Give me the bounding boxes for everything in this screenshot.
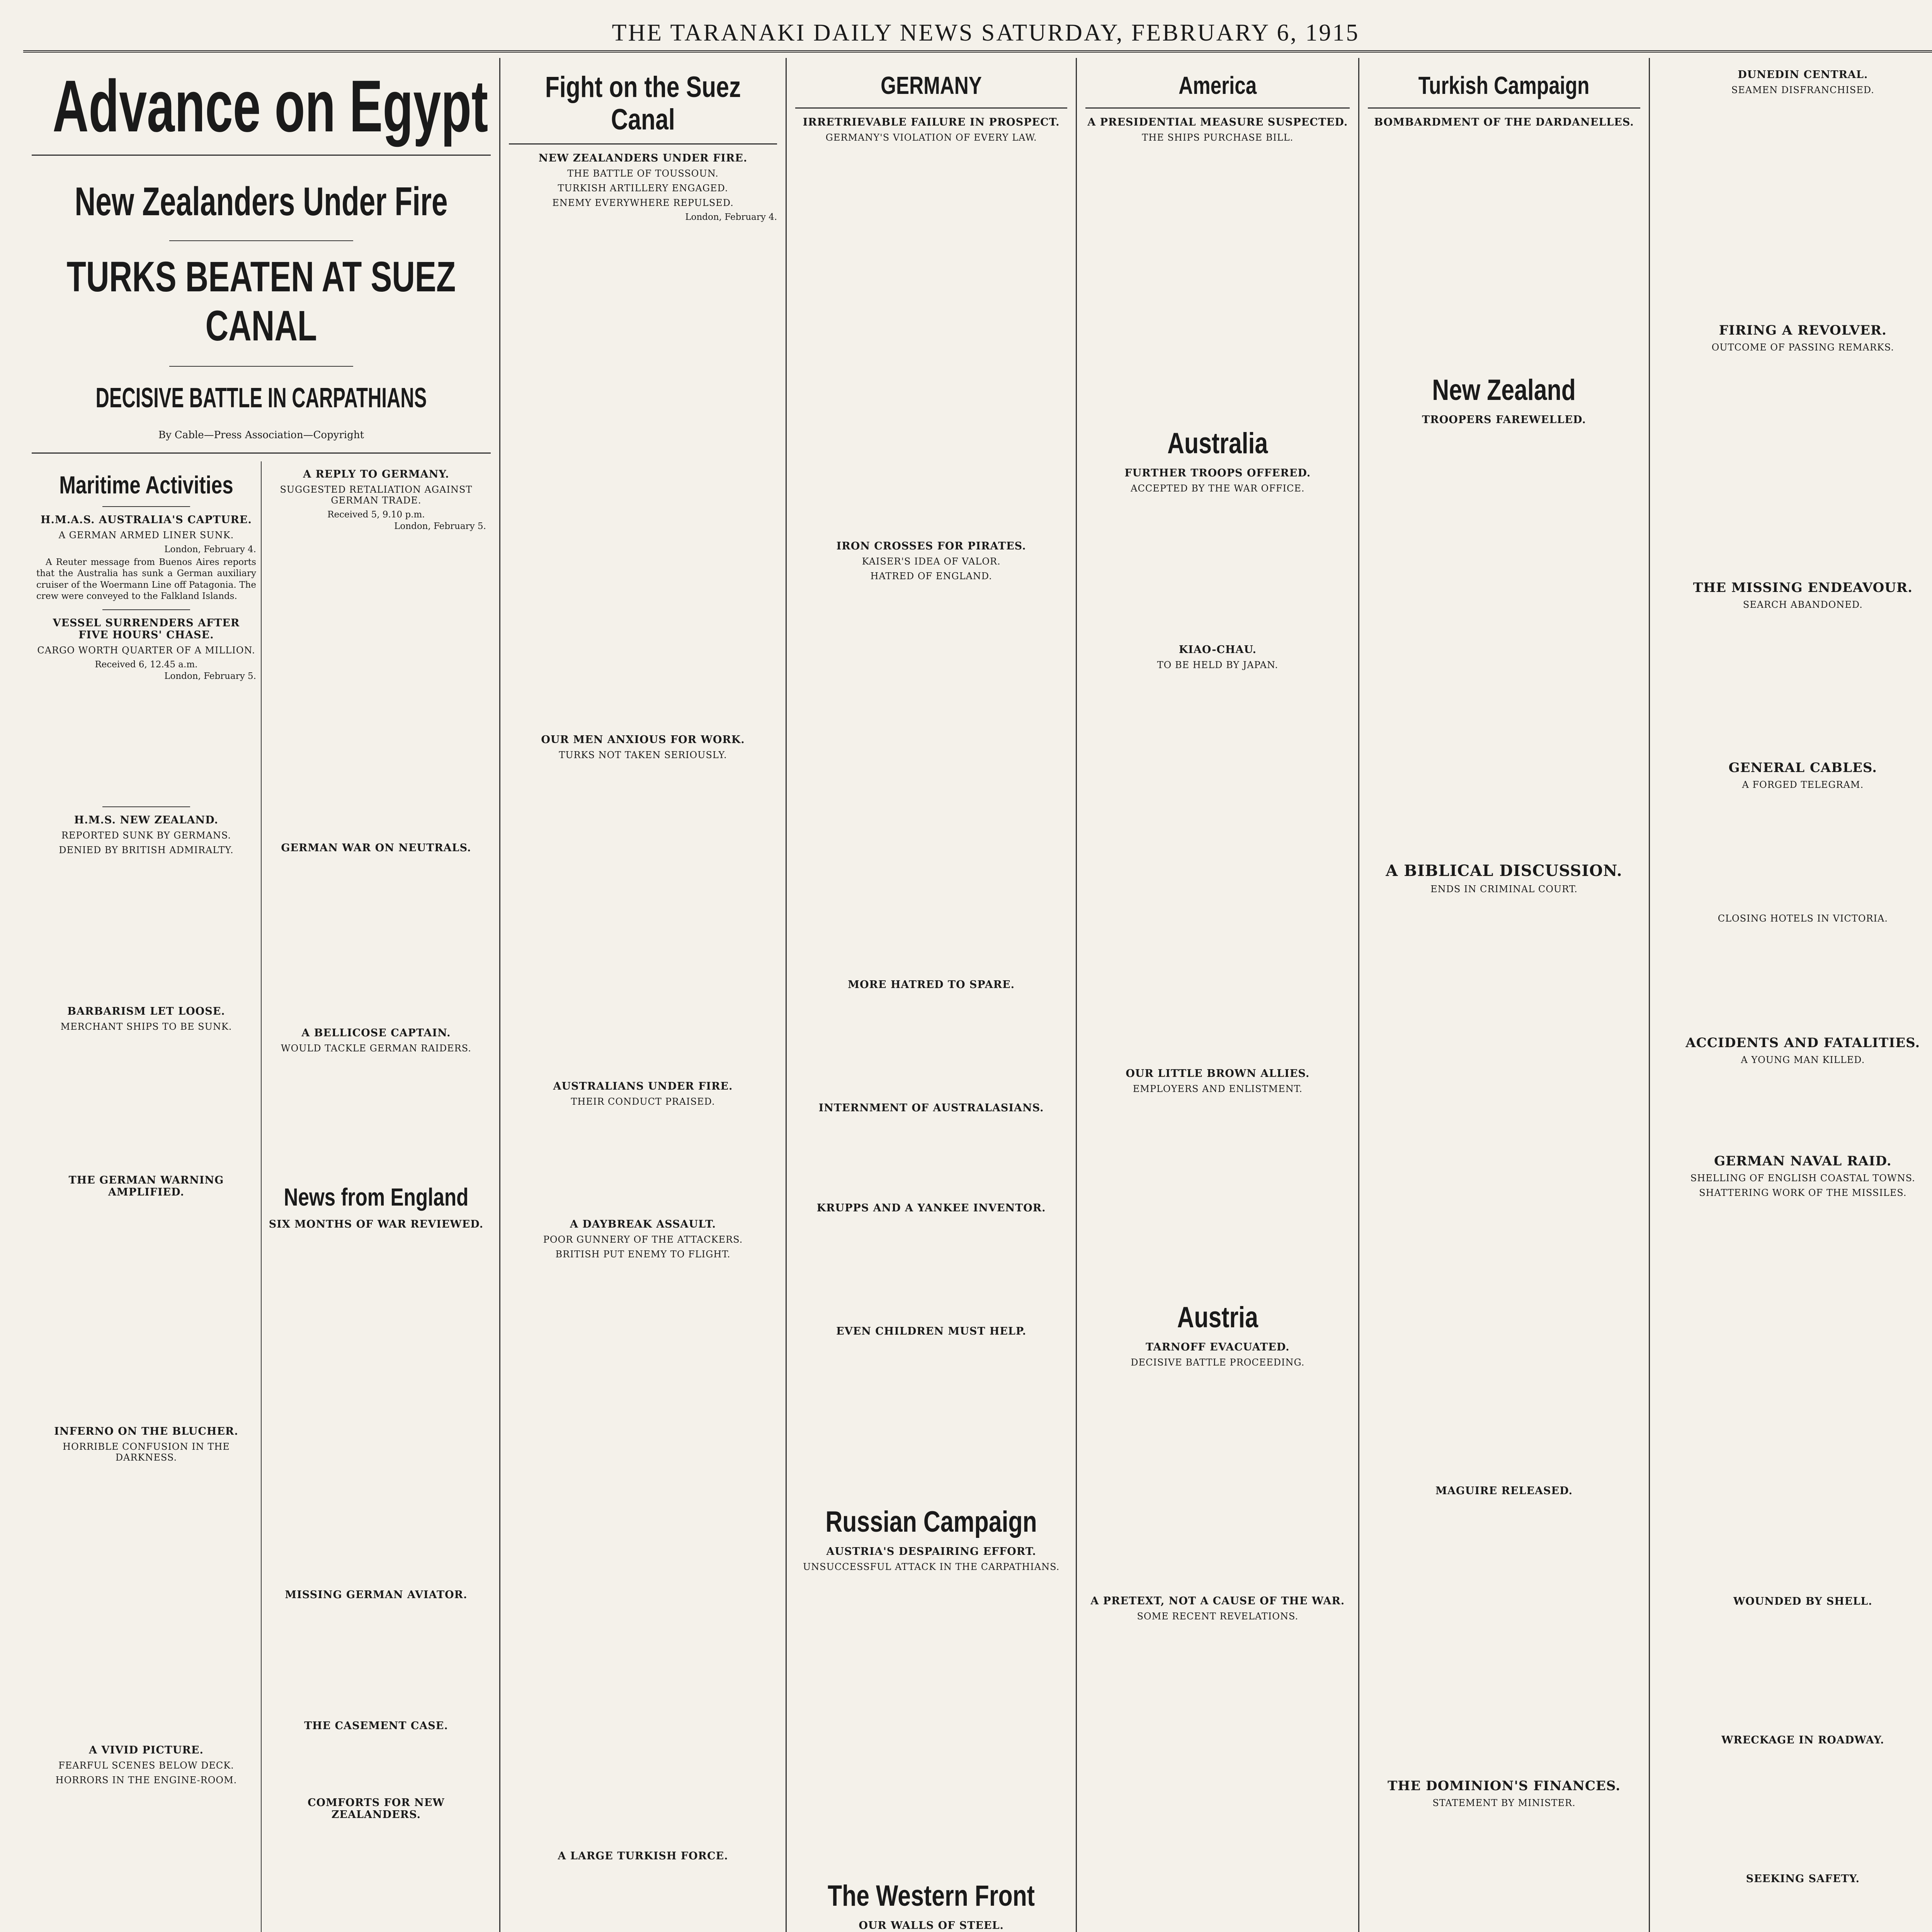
column-2 bbox=[500, 58, 787, 1932]
received-line: Received 5, 9.10 p.m. bbox=[327, 510, 425, 520]
article-sub: THEIR CONDUCT PRAISED. bbox=[571, 1096, 715, 1107]
article-head: COMFORTS FOR NEW ZEALANDERS. bbox=[308, 1797, 445, 1821]
article-sub: CARGO WORTH QUARTER OF A MILLION. bbox=[37, 645, 255, 656]
article-body bbox=[509, 764, 777, 1073]
article-head: MORE HATRED TO SPARE. bbox=[848, 979, 1015, 991]
article-body bbox=[795, 1341, 1067, 1496]
subcolumn-england bbox=[261, 461, 491, 1932]
headline-turks-beaten: TURKS BEATEN AT SUEZ CANAL bbox=[66, 253, 456, 350]
article-head: A VIVID PICTURE. bbox=[89, 1744, 204, 1756]
article-sub: DENIED BY BRITISH ADMIRALTY. bbox=[59, 844, 234, 855]
column-3 bbox=[787, 58, 1077, 1932]
article-sub: THE SHIPS PURCHASE BILL. bbox=[1142, 132, 1294, 143]
article-body bbox=[509, 224, 777, 727]
main-headline: Advance on Egypt bbox=[53, 65, 488, 147]
article-sub: ACCEPTED BY THE WAR OFFICE. bbox=[1131, 483, 1305, 494]
article-head: VESSEL SURRENDERS AFTER FIVE HOURS' CHASE. bbox=[53, 617, 240, 641]
article-head: BARBARISM LET LOOSE. bbox=[67, 1005, 225, 1017]
article-body bbox=[509, 1866, 777, 1932]
dateline: London, February 4. bbox=[164, 544, 256, 554]
article-sub: UNSUCCESSFUL ATTACK IN THE CARPATHIANS. bbox=[803, 1561, 1060, 1572]
article-sub: FEARFUL SCENES BELOW DECK. bbox=[58, 1760, 234, 1771]
article-head: A PRETEXT, NOT A CAUSE OF THE WAR. bbox=[1090, 1595, 1345, 1607]
article-head: MISSING GERMAN AVIATOR. bbox=[285, 1589, 468, 1601]
article-body bbox=[1658, 1889, 1932, 1932]
article-body bbox=[1658, 99, 1932, 316]
section-america: America bbox=[1179, 71, 1257, 99]
article-head: A BELLICOSE CAPTAIN. bbox=[301, 1027, 451, 1039]
article-sub: TURKS NOT TAKEN SERIOUSLY. bbox=[559, 750, 727, 761]
article-body bbox=[266, 1605, 486, 1713]
article-head: NEW ZEALANDERS UNDER FIRE. bbox=[538, 152, 748, 165]
columns bbox=[23, 58, 1932, 1932]
section-germany: GERMANY bbox=[881, 71, 982, 99]
article-sub: HORRORS IN THE ENGINE-ROOM. bbox=[55, 1774, 237, 1786]
article-body bbox=[1658, 1069, 1932, 1146]
article-head: THE DOMINION'S FINANCES. bbox=[1387, 1778, 1621, 1794]
article-sub: OUTCOME OF PASSING REMARKS. bbox=[1711, 342, 1894, 353]
article-head: AUSTRIA'S DESPAIRING EFFORT. bbox=[826, 1546, 1036, 1558]
article-body bbox=[36, 859, 256, 998]
article-head: GERMAN NAVAL RAID. bbox=[1714, 1153, 1892, 1169]
article-sub: SUGGESTED RETALIATION AGAINST GERMAN TRADE. bbox=[280, 484, 473, 506]
article-sub: SOME RECENT REVELATIONS. bbox=[1137, 1611, 1299, 1622]
section-new-zealand: New Zealand bbox=[1432, 374, 1576, 406]
article-sub: BRITISH PUT ENEMY TO FLIGHT. bbox=[555, 1249, 731, 1260]
article-sub: ENEMY EVERYWHERE REPULSED. bbox=[552, 197, 734, 209]
section-australia: Australia bbox=[1167, 427, 1268, 460]
article-head: OUR WALLS OF STEEL. bbox=[859, 1920, 1004, 1932]
article-sub: SEARCH ABANDONED. bbox=[1743, 599, 1863, 610]
article-head: FURTHER TROOPS OFFERED. bbox=[1124, 467, 1311, 479]
section-russian-campaign: Russian Campaign bbox=[825, 1505, 1037, 1538]
headline-new-zealanders: New Zealanders Under Fire bbox=[75, 179, 448, 224]
article-head: WRECKAGE IN ROADWAY. bbox=[1721, 1734, 1884, 1746]
article-body bbox=[1658, 357, 1932, 573]
article-head: EVEN CHILDREN MUST HELP. bbox=[836, 1325, 1027, 1337]
article-body bbox=[1658, 1202, 1932, 1588]
article-body bbox=[1368, 132, 1640, 364]
section-suez: Fight on the Suez Canal bbox=[545, 71, 741, 136]
article-head: THE CASEMENT CASE. bbox=[304, 1720, 448, 1732]
article-body bbox=[36, 1467, 256, 1737]
article-body bbox=[795, 585, 1067, 972]
article-body: A Reuter message from Buenos Aires reports that the Australia has sunk a German auxiliary cruiser of the Woermann Line off Patagonia. The crew were conveyed to the Falkland Islands. bbox=[36, 557, 256, 602]
article-body bbox=[1658, 1750, 1932, 1866]
dateline: London, February 4. bbox=[685, 212, 777, 223]
column-6 bbox=[1650, 58, 1932, 1932]
article-sub: EMPLOYERS AND ENLISTMENT. bbox=[1133, 1083, 1303, 1094]
article-body bbox=[1658, 614, 1932, 753]
article-body bbox=[1658, 1611, 1932, 1727]
article-sub: SEAMEN DISFRANCHISED. bbox=[1731, 85, 1874, 95]
article-sub: KAISER'S IDEA OF VALOR. bbox=[862, 556, 1001, 567]
article-body bbox=[795, 147, 1067, 533]
article-body bbox=[266, 1825, 486, 1932]
article-head: SIX MONTHS OF WAR REVIEWED. bbox=[269, 1218, 484, 1230]
received-line: Received 6, 12.45 a.m. bbox=[95, 659, 198, 670]
article-body bbox=[36, 1202, 256, 1418]
article-body bbox=[1085, 498, 1350, 637]
article-sub: THE BATTLE OF TOUSSOUN. bbox=[567, 168, 719, 179]
article-sub: DECISIVE BATTLE PROCEEDING. bbox=[1131, 1357, 1305, 1368]
article-sub: CLOSING HOTELS IN VICTORIA. bbox=[1718, 913, 1888, 924]
article-head: AUSTRALIANS UNDER FIRE. bbox=[553, 1080, 733, 1093]
article-head: GENERAL CABLES. bbox=[1728, 760, 1878, 776]
article-sub: ENDS IN CRIMINAL COURT. bbox=[1430, 884, 1578, 895]
article-sub: SHELLING OF ENGLISH COASTAL TOWNS. bbox=[1690, 1173, 1915, 1184]
article-body bbox=[36, 1036, 256, 1167]
article-body bbox=[1658, 928, 1932, 1028]
article-sub: REPORTED SUNK BY GERMANS. bbox=[61, 830, 231, 841]
column-4 bbox=[1077, 58, 1359, 1932]
article-body bbox=[1085, 1372, 1350, 1588]
article-head: KIAO-CHAU. bbox=[1179, 644, 1257, 656]
article-sub: TO BE HELD BY JAPAN. bbox=[1157, 660, 1278, 670]
article-sub: POOR GUNNERY OF THE ATTACKERS. bbox=[543, 1234, 743, 1245]
article-body bbox=[795, 1576, 1067, 1870]
article-sub: A GERMAN ARMED LINER SUNK. bbox=[58, 530, 234, 541]
section-austria: Austria bbox=[1177, 1301, 1259, 1334]
article-head: ACCIDENTS AND FATALITIES. bbox=[1685, 1035, 1920, 1051]
article-head: TROOPERS FAREWELLED. bbox=[1422, 414, 1586, 426]
article-head: MAGUIRE RELEASED. bbox=[1435, 1485, 1573, 1497]
article-head: KRUPPS AND A YANKEE INVENTOR. bbox=[816, 1202, 1046, 1214]
article-sub: MERCHANT SHIPS TO BE SUNK. bbox=[60, 1021, 232, 1032]
article-head: INTERNMENT OF AUSTRALASIANS. bbox=[818, 1102, 1044, 1114]
article-sub: HORRIBLE CONFUSION IN THE DARKNESS. bbox=[63, 1441, 230, 1463]
article-sub: WOULD TACKLE GERMAN RAIDERS. bbox=[281, 1043, 471, 1054]
article-body bbox=[795, 1218, 1067, 1318]
article-body bbox=[795, 995, 1067, 1095]
article-sub: SHATTERING WORK OF THE MISSILES. bbox=[1699, 1187, 1907, 1198]
article-head: THE MISSING ENDEAVOUR. bbox=[1693, 580, 1913, 595]
dateline: London, February 5. bbox=[164, 671, 256, 681]
article-body bbox=[1658, 794, 1932, 910]
column-5 bbox=[1359, 58, 1650, 1932]
article-body bbox=[509, 1264, 777, 1843]
article-sub: STATEMENT BY MINISTER. bbox=[1432, 1798, 1576, 1808]
article-head: H.M.A.S. AUSTRALIA'S CAPTURE. bbox=[41, 514, 252, 526]
article-head: OUR MEN ANXIOUS FOR WORK. bbox=[541, 734, 745, 746]
article-head: IRON CROSSES FOR PIRATES. bbox=[836, 540, 1026, 552]
dateline: London, February 5. bbox=[394, 521, 486, 531]
article-head: A BIBLICAL DISCUSSION. bbox=[1386, 862, 1622, 880]
article-sub: TURKISH ARTILLERY ENGAGED. bbox=[558, 183, 728, 194]
article-body bbox=[1085, 1098, 1350, 1291]
article-head: FIRING A REVOLVER. bbox=[1719, 323, 1887, 338]
article-head: THE GERMAN WARNING AMPLIFIED. bbox=[68, 1174, 224, 1198]
article-head: A LARGE TURKISH FORCE. bbox=[558, 1850, 728, 1862]
article-sub: GERMANY'S VIOLATION OF EVERY LAW. bbox=[825, 132, 1037, 143]
article-head: H.M.S. NEW ZEALAND. bbox=[74, 814, 219, 826]
article-body bbox=[266, 858, 486, 1020]
article-body bbox=[509, 1111, 777, 1211]
headline-carpathians: DECISIVE BATTLE IN CARPATHIANS bbox=[95, 383, 427, 413]
article-head: A DAYBREAK ASSAULT. bbox=[570, 1218, 716, 1231]
article-body bbox=[795, 1118, 1067, 1195]
section-maritime: Maritime Activities bbox=[59, 471, 233, 499]
article-head: A REPLY TO GERMANY. bbox=[303, 468, 449, 480]
article-body bbox=[1085, 674, 1350, 1061]
article-body bbox=[1368, 898, 1640, 1478]
article-body bbox=[1368, 430, 1640, 855]
article-body bbox=[1085, 1626, 1350, 1932]
article-body bbox=[266, 534, 486, 835]
article-head: WOUNDED BY SHELL. bbox=[1733, 1595, 1872, 1607]
article-body bbox=[36, 684, 256, 799]
article-head: DUNEDIN CENTRAL. bbox=[1738, 69, 1868, 81]
article-body bbox=[266, 1234, 486, 1582]
article-body bbox=[1368, 1501, 1640, 1771]
section-turkish-campaign: Turkish Campaign bbox=[1418, 71, 1590, 99]
article-head: INFERNO ON THE BLUCHER. bbox=[54, 1425, 238, 1437]
article-head: BOMBARDMENT OF THE DARDANELLES. bbox=[1374, 116, 1634, 128]
subcolumn-maritime bbox=[32, 461, 261, 1932]
section-western-front: The Western Front bbox=[828, 1879, 1035, 1912]
article-head: OUR LITTLE BROWN ALLIES. bbox=[1126, 1068, 1310, 1080]
article-sub: A YOUNG MAN KILLED. bbox=[1741, 1054, 1865, 1065]
article-body bbox=[266, 1736, 486, 1790]
masthead: THE TARANAKI DAILY NEWS SATURDAY, FEBRUARY 6, 1915 bbox=[23, 15, 1932, 53]
article-head: SEEKING SAFETY. bbox=[1746, 1873, 1860, 1885]
article-sub: A FORGED TELEGRAM. bbox=[1742, 779, 1864, 790]
section-news-from-england: News from England bbox=[284, 1183, 469, 1211]
byline: By Cable—Press Association—Copyright bbox=[158, 429, 364, 441]
article-head: GERMAN WAR ON NEUTRALS. bbox=[281, 842, 471, 854]
article-head: IRRETRIEVABLE FAILURE IN PROSPECT. bbox=[803, 116, 1060, 128]
article-head: A PRESIDENTIAL MEASURE SUSPECTED. bbox=[1087, 116, 1348, 128]
article-sub: HATRED OF ENGLAND. bbox=[870, 571, 992, 582]
article-head: TARNOFF EVACUATED. bbox=[1146, 1341, 1290, 1353]
article-body bbox=[1085, 147, 1350, 417]
article-body bbox=[266, 1058, 486, 1173]
column-1 bbox=[23, 58, 500, 1932]
